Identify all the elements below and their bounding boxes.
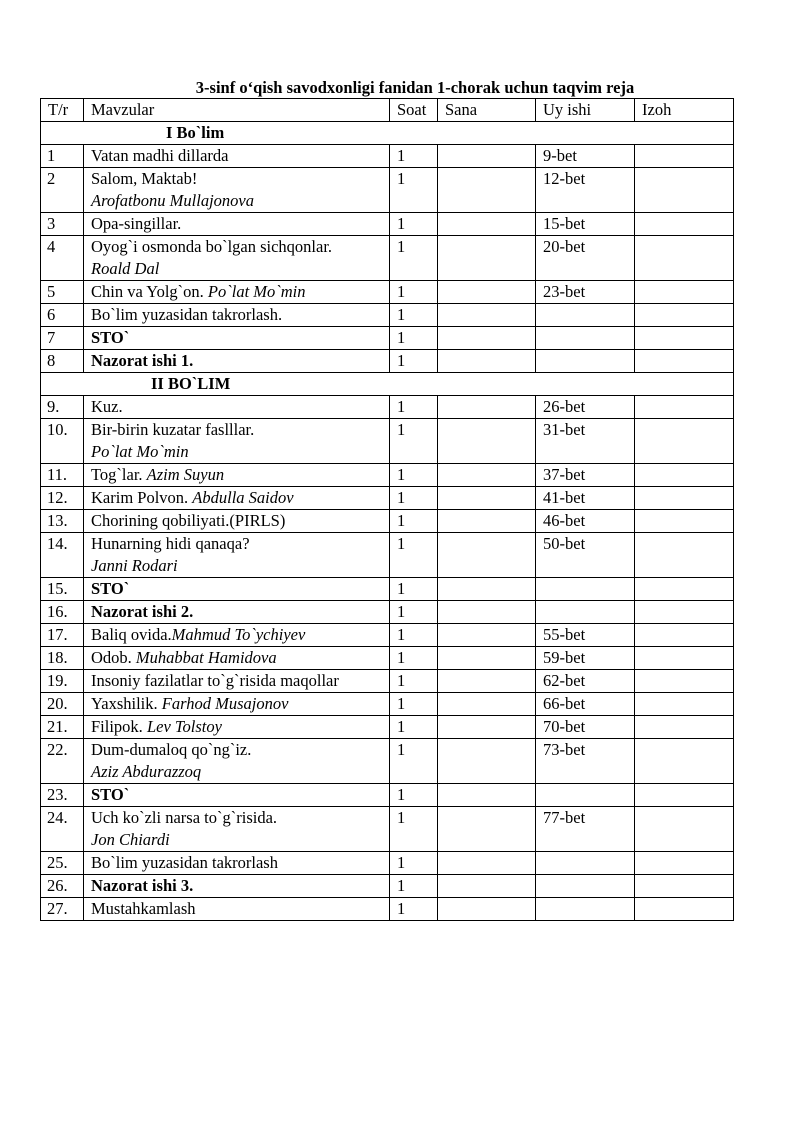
izoh-cell [635,624,734,647]
author-name: Arofatbonu Mullajonova [91,191,255,210]
uy-ishi-cell: 37-bet [536,464,635,487]
sana-cell [438,578,536,601]
izoh-cell [635,739,734,784]
topic-cell [84,601,390,624]
topic-cell [84,624,390,647]
sana-cell [438,464,536,487]
topic-text: Opa-singillar. [91,214,182,233]
topic-text: STO` [91,328,130,347]
izoh-cell [635,487,734,510]
topic-text: Odob. [91,648,132,667]
row-number: 10. [41,419,84,464]
author-name: Roald Dal [91,259,160,278]
topic-cell [84,875,390,898]
soat-cell: 1 [390,601,438,624]
author-name: Azim Suyun [146,465,225,484]
topic-text: Nazorat ishi 1. [91,351,194,370]
izoh-cell [635,304,734,327]
table-row [41,784,734,807]
topic-text: Salom, Maktab! [91,169,198,188]
izoh-cell [635,852,734,875]
table-row [41,601,734,624]
author-name: Janni Rodari [91,556,178,575]
soat-cell: 1 [390,624,438,647]
sana-cell [438,852,536,875]
uy-ishi-cell: 41-bet [536,487,635,510]
topic-text: Bo`lim yuzasidan takrorlash. [91,305,283,324]
row-number: 3 [41,213,84,236]
topic-cell [84,670,390,693]
soat-cell: 1 [390,875,438,898]
topic-cell [84,419,390,464]
izoh-cell [635,510,734,533]
topic-text: Chorining qobiliyati.(PIRLS) [91,511,286,530]
topic-cell [84,350,390,373]
soat-cell: 1 [390,396,438,419]
izoh-cell [635,601,734,624]
row-number: 20. [41,693,84,716]
topic-cell [84,281,390,304]
table-row [41,852,734,875]
soat-cell: 1 [390,578,438,601]
section-row [41,373,734,396]
row-number: 1 [41,145,84,168]
uy-ishi-cell: 70-bet [536,716,635,739]
topic-cell [84,236,390,281]
izoh-cell [635,168,734,213]
soat-cell: 1 [390,327,438,350]
table-row [41,213,734,236]
sana-cell [438,304,536,327]
izoh-cell [635,213,734,236]
soat-cell: 1 [390,464,438,487]
topic-cell [84,533,390,578]
soat-cell: 1 [390,739,438,784]
topic-text: Oyog`i osmonda bo`lgan sichqonlar. [91,237,333,256]
sana-cell [438,875,536,898]
soat-cell: 1 [390,533,438,578]
topic-text: Yaxshilik. [91,694,158,713]
table-row [41,327,734,350]
uy-ishi-cell: 15-bet [536,213,635,236]
table-row [41,716,734,739]
soat-cell: 1 [390,510,438,533]
topic-cell [84,716,390,739]
table-row [41,578,734,601]
row-number: 25. [41,852,84,875]
topic-text: Baliq ovida. [91,625,172,644]
table-row [41,693,734,716]
header-tr: T/r [41,99,84,122]
topic-cell [84,464,390,487]
topic-cell [84,304,390,327]
uy-ishi-cell: 77-bet [536,807,635,852]
header-uy-ishi: Uy ishi [536,99,635,122]
table-row [41,647,734,670]
uy-ishi-cell [536,601,635,624]
uy-ishi-cell: 20-bet [536,236,635,281]
uy-ishi-cell: 23-bet [536,281,635,304]
sana-cell [438,281,536,304]
table-row [41,396,734,419]
author-name: Muhabbat Hamidova [135,648,277,667]
row-number: 14. [41,533,84,578]
row-number: 6 [41,304,84,327]
sana-cell [438,168,536,213]
uy-ishi-cell [536,304,635,327]
sana-cell [438,624,536,647]
uy-ishi-cell: 50-bet [536,533,635,578]
row-number: 2 [41,168,84,213]
row-number: 9. [41,396,84,419]
topic-cell [84,145,390,168]
row-number: 24. [41,807,84,852]
topic-cell [84,739,390,784]
table-row [41,464,734,487]
topic-text: Karim Polvon. [91,488,189,507]
soat-cell: 1 [390,213,438,236]
soat-cell: 1 [390,716,438,739]
topic-cell [84,327,390,350]
izoh-cell [635,281,734,304]
header-soat: Soat [390,99,438,122]
topic-text: Tog`lar. [91,465,143,484]
soat-cell: 1 [390,487,438,510]
topic-cell [84,693,390,716]
author-name: Po`lat Mo`min [207,282,306,301]
topic-cell [84,578,390,601]
row-number: 12. [41,487,84,510]
table-row [41,624,734,647]
topic-text: STO` [91,785,130,804]
row-number: 11. [41,464,84,487]
author-name: Lev Tolstoy [146,717,222,736]
izoh-cell [635,693,734,716]
topic-text: Chin va Yolg`on. [91,282,204,301]
izoh-cell [635,670,734,693]
soat-cell: 1 [390,852,438,875]
topic-cell [84,510,390,533]
uy-ishi-cell: 46-bet [536,510,635,533]
row-number: 13. [41,510,84,533]
soat-cell: 1 [390,647,438,670]
topic-text: Nazorat ishi 2. [91,602,194,621]
row-number: 7 [41,327,84,350]
sana-cell [438,236,536,281]
row-number: 16. [41,601,84,624]
row-number: 18. [41,647,84,670]
izoh-cell [635,236,734,281]
izoh-cell [635,533,734,578]
table-row [41,304,734,327]
soat-cell: 1 [390,304,438,327]
soat-cell: 1 [390,693,438,716]
row-number: 22. [41,739,84,784]
izoh-cell [635,396,734,419]
topic-cell [84,898,390,921]
izoh-cell [635,898,734,921]
section-row [41,122,734,145]
uy-ishi-cell: 62-bet [536,670,635,693]
table-row [41,419,734,464]
section-cell [41,373,734,396]
row-number: 21. [41,716,84,739]
row-number: 23. [41,784,84,807]
soat-cell: 1 [390,350,438,373]
table-row [41,236,734,281]
table-row [41,145,734,168]
row-number: 17. [41,624,84,647]
uy-ishi-cell: 73-bet [536,739,635,784]
izoh-cell [635,145,734,168]
table-row [41,487,734,510]
author-name: Aziz Abdurazzoq [91,762,202,781]
row-number: 27. [41,898,84,921]
sana-cell [438,396,536,419]
sana-cell [438,898,536,921]
topic-cell [84,852,390,875]
table-row [41,281,734,304]
izoh-cell [635,875,734,898]
topic-cell [84,784,390,807]
sana-cell [438,601,536,624]
topic-text: STO` [91,579,130,598]
uy-ishi-cell [536,784,635,807]
header-sana: Sana [438,99,536,122]
sana-cell [438,145,536,168]
header-row [41,99,734,122]
sana-cell [438,716,536,739]
sana-cell [438,510,536,533]
izoh-cell [635,327,734,350]
row-number: 26. [41,875,84,898]
soat-cell: 1 [390,168,438,213]
uy-ishi-cell [536,578,635,601]
topic-text: Vatan madhi dillarda [91,146,229,165]
section-cell [41,122,734,145]
author-name: Po`lat Mo`min [91,442,189,461]
izoh-cell [635,716,734,739]
sana-cell [438,670,536,693]
topic-text: Bo`lim yuzasidan takrorlash [91,853,278,872]
topic-cell [84,213,390,236]
izoh-cell [635,807,734,852]
topic-text: Nazorat ishi 3. [91,876,194,895]
topic-text: Hunarning hidi qanaqa? [91,534,250,553]
row-number: 4 [41,236,84,281]
topic-cell [84,647,390,670]
header-izoh: Izoh [635,99,734,122]
author-name: Mahmud To`ychiyev [171,625,306,644]
uy-ishi-cell: 66-bet [536,693,635,716]
uy-ishi-cell [536,875,635,898]
soat-cell: 1 [390,670,438,693]
table-row [41,350,734,373]
uy-ishi-cell: 55-bet [536,624,635,647]
izoh-cell [635,464,734,487]
uy-ishi-cell [536,852,635,875]
row-number: 5 [41,281,84,304]
soat-cell: 1 [390,784,438,807]
soat-cell: 1 [390,145,438,168]
topic-text: Uch ko`zli narsa to`g`risida. [91,808,278,827]
sana-cell [438,213,536,236]
topic-text: Mustahkamlash [91,899,196,918]
table-body [41,122,734,921]
table-row [41,168,734,213]
uy-ishi-cell [536,350,635,373]
page-title: 3-sinf oʻqish savodxonligi fanidan 1-chorak uchun taqvim reja [195,78,635,97]
table-row [41,875,734,898]
topic-cell [84,396,390,419]
izoh-cell [635,784,734,807]
soat-cell: 1 [390,898,438,921]
section-title: I Bo`lim [166,123,225,142]
row-number: 15. [41,578,84,601]
topic-text: Dum-dumaloq qo`ng`iz. [91,740,252,759]
sana-cell [438,784,536,807]
sana-cell [438,327,536,350]
table-row [41,807,734,852]
topic-text: Filipok. [91,717,143,736]
izoh-cell [635,350,734,373]
uy-ishi-cell: 59-bet [536,647,635,670]
author-name: Jon Chiardi [91,830,170,849]
soat-cell: 1 [390,236,438,281]
soat-cell: 1 [390,419,438,464]
sana-cell [438,739,536,784]
author-name: Farhod Musajonov [161,694,289,713]
header-mavzular: Mavzular [84,99,390,122]
sana-cell [438,693,536,716]
uy-ishi-cell: 9-bet [536,145,635,168]
uy-ishi-cell [536,327,635,350]
izoh-cell [635,647,734,670]
table-row [41,510,734,533]
sana-cell [438,419,536,464]
uy-ishi-cell [536,898,635,921]
schedule-table [40,98,734,921]
soat-cell: 1 [390,281,438,304]
topic-text: Insoniy fazilatlar to`g`risida maqollar [91,671,339,690]
author-name: Abdulla Saidov [192,488,294,507]
sana-cell [438,647,536,670]
uy-ishi-cell: 26-bet [536,396,635,419]
topic-cell [84,487,390,510]
sana-cell [438,487,536,510]
table-row [41,670,734,693]
table-row [41,739,734,784]
soat-cell: 1 [390,807,438,852]
table-row [41,533,734,578]
section-title: II BO`LIM [151,374,231,393]
izoh-cell [635,419,734,464]
row-number: 19. [41,670,84,693]
sana-cell [438,807,536,852]
row-number: 8 [41,350,84,373]
topic-cell [84,168,390,213]
table-row [41,898,734,921]
uy-ishi-cell: 12-bet [536,168,635,213]
sana-cell [438,533,536,578]
topic-cell [84,807,390,852]
sana-cell [438,350,536,373]
uy-ishi-cell: 31-bet [536,419,635,464]
izoh-cell [635,578,734,601]
topic-text: Bir-birin kuzatar faslllar. [91,420,255,439]
topic-text: Kuz. [91,397,123,416]
